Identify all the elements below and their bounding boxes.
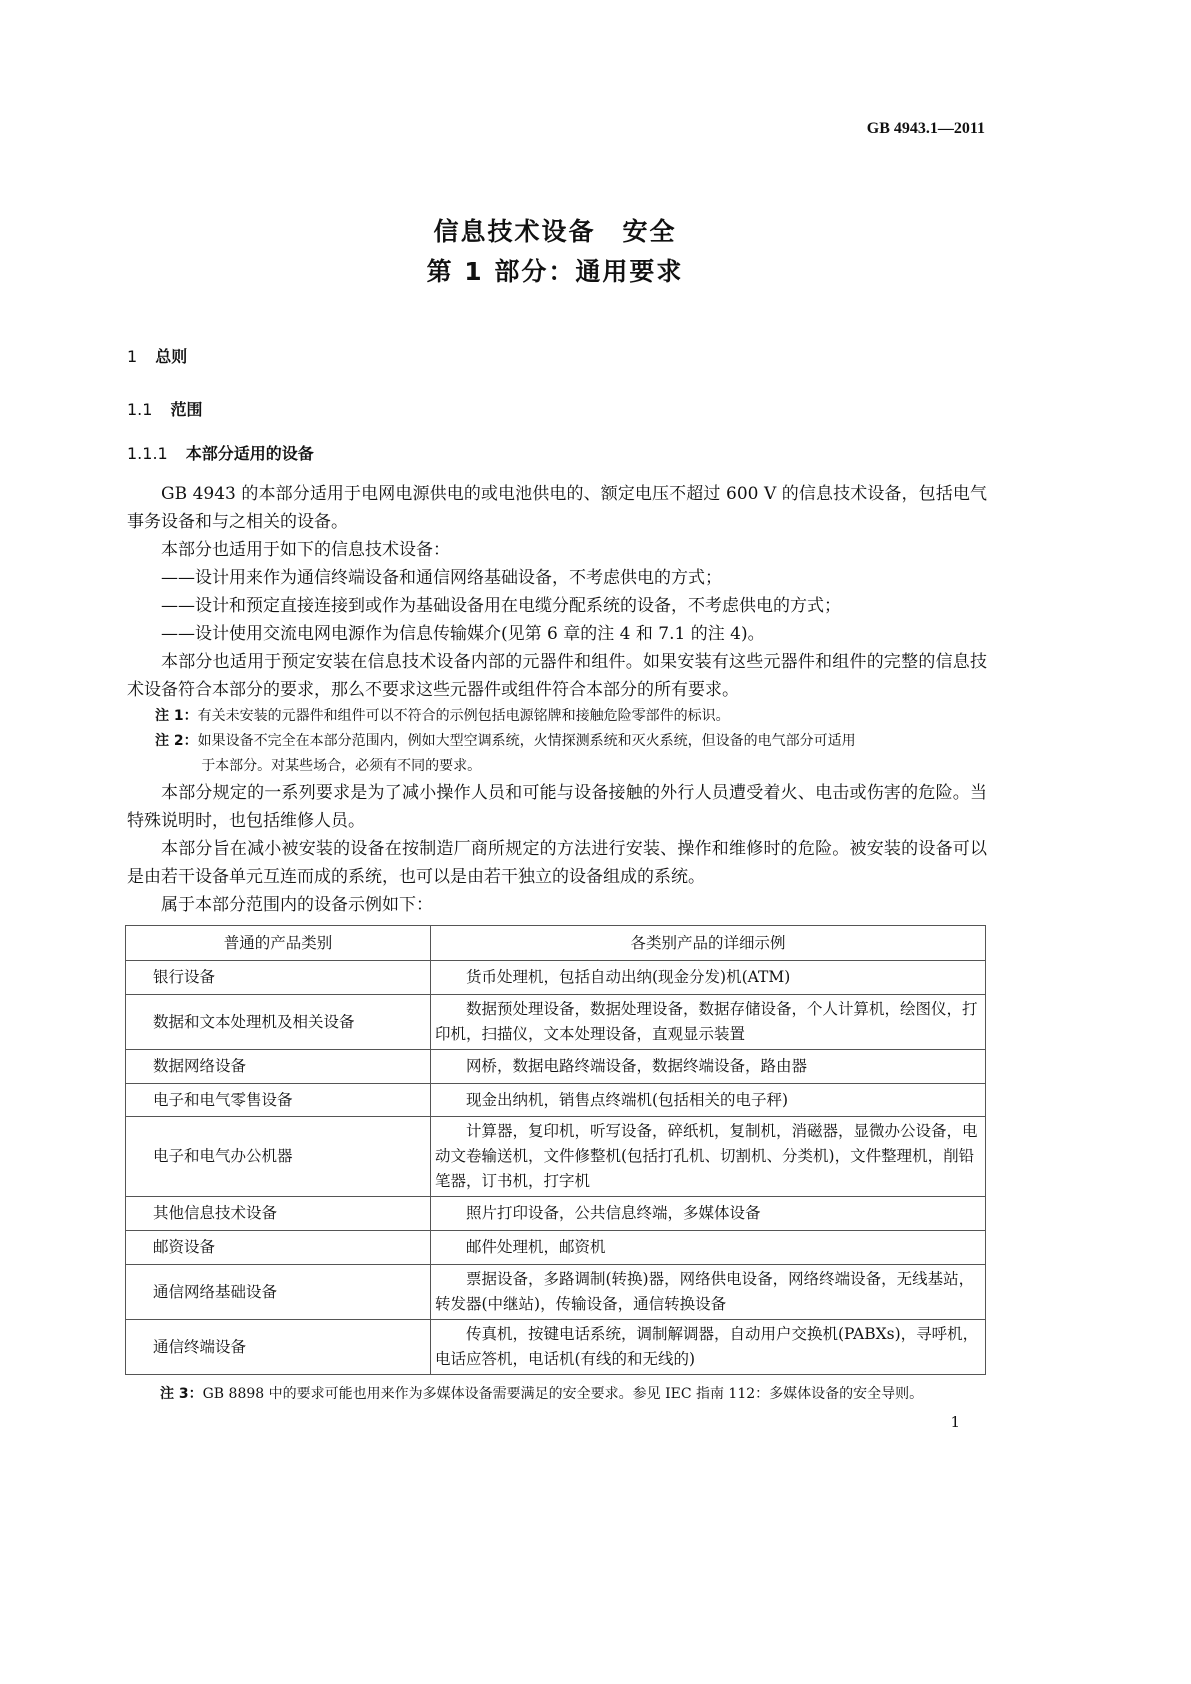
paragraph: 本部分旨在减小被安装的设备在按制造厂商所规定的方法进行安装、操作和维修时的危险。被安装的设备可以是由若干设备单元互连而成的系统，也可以是由若干独立的设备组成的系统。 bbox=[127, 839, 987, 887]
dash-item: ——设计和预定直接连接到或作为基础设备用在电缆分配系统的设备，不考虑供电的方式； bbox=[161, 596, 841, 616]
column-header: 各类别产品的详细示例 bbox=[431, 926, 986, 961]
category-cell: 电子和电气零售设备 bbox=[126, 1084, 431, 1117]
heading-label: 本部分适用的设备 bbox=[185, 444, 314, 463]
heading-number: 1 bbox=[127, 347, 138, 366]
paragraph: GB 4943 的本部分适用于电网电源供电的或电池供电的、额定电压不超过 600 V 的信息技术设备，包括电气事务设备和与之相关的设备。 bbox=[127, 484, 987, 532]
table-row bbox=[126, 1050, 986, 1084]
category-cell: 电子和电气办公机器 bbox=[126, 1117, 431, 1197]
heading-label: 范围 bbox=[170, 400, 203, 419]
heading-number: 1.1.1 bbox=[127, 444, 168, 463]
category-cell: 数据和文本处理机及相关设备 bbox=[126, 995, 431, 1050]
note-1 bbox=[127, 704, 987, 729]
page-number: 1 bbox=[950, 1413, 960, 1431]
table-header-row bbox=[126, 926, 986, 961]
note-label: 注 2： bbox=[155, 733, 198, 749]
heading-1-1-1 bbox=[127, 441, 314, 464]
example-details-cell: 计算器，复印机，听写设备，碎纸机，复制机，消磁器，显微办公设备，电动文卷输送机，文件修整机(包括打孔机、切割机、分类机)，文件整理机，削铅笔器，订书机，打字机 bbox=[431, 1117, 986, 1197]
paragraph: 本部分也适用于预定安装在信息技术设备内部的元器件和组件。如果安装有这些元器件和组件的完整的信息技术设备符合本部分的要求，那么不要求这些元器件或组件符合本部分的所有要求。 bbox=[127, 652, 987, 700]
note-text: GB 8898 中的要求可能也用来作为多媒体设备需要满足的安全要求。参见 IEC 指南 112：多媒体设备的安全导则。 bbox=[202, 1386, 924, 1402]
example-details-cell: 照片打印设备，公共信息终端，多媒体设备 bbox=[431, 1197, 986, 1231]
table-row bbox=[126, 1197, 986, 1231]
category-cell: 通信网络基础设备 bbox=[126, 1265, 431, 1320]
table-row bbox=[126, 1084, 986, 1117]
note-text: 如果设备不完全在本部分范围内，例如大型空调系统，火情探测系统和灭火系统，但设备的电气部分可适用 bbox=[197, 733, 856, 749]
content-flow bbox=[125, 480, 987, 1431]
example-details-cell: 现金出纳机，销售点终端机(包括相关的电子秤) bbox=[431, 1084, 986, 1117]
table-row bbox=[126, 1117, 986, 1197]
heading-number: 1.1 bbox=[127, 400, 153, 419]
heading-label: 总则 bbox=[155, 347, 188, 366]
paragraph: 属于本部分范围内的设备示例如下： bbox=[161, 895, 433, 915]
example-details-cell: 传真机，按键电话系统，调制解调器，自动用户交换机(PABXs)，寻呼机，电话应答机，电话机(有线的和无线的) bbox=[431, 1320, 986, 1375]
category-cell: 其他信息技术设备 bbox=[126, 1197, 431, 1231]
equipment-examples-table bbox=[125, 925, 986, 1375]
title-line-2: 第 1 部分：通用要求 bbox=[426, 257, 684, 286]
note-3 bbox=[125, 1381, 987, 1407]
note-label: 注 3： bbox=[160, 1386, 203, 1402]
example-details-cell: 数据预处理设备，数据处理设备，数据存储设备，个人计算机，绘图仪，打印机，扫描仪，文本处理设备，直观显示装置 bbox=[431, 995, 986, 1050]
title-line-1: 信息技术设备 安全 bbox=[433, 217, 677, 246]
table-row bbox=[126, 961, 986, 995]
dash-item: ——设计使用交流电网电源作为信息传输媒介(见第 6 章的注 4 和 7.1 的注 4)。 bbox=[161, 624, 765, 644]
paragraph: 本部分也适用于如下的信息技术设备： bbox=[161, 540, 450, 560]
example-details-cell: 票据设备，多路调制(转换)器，网络供电设备，网络终端设备，无线基站，转发器(中继站)，传输设备，通信转换设备 bbox=[431, 1265, 986, 1320]
column-header: 普通的产品类别 bbox=[126, 926, 431, 961]
category-cell: 通信终端设备 bbox=[126, 1320, 431, 1375]
standard-number: GB 4943.1—2011 bbox=[866, 120, 985, 137]
heading-1 bbox=[127, 344, 187, 367]
category-cell: 银行设备 bbox=[126, 961, 431, 995]
table-row bbox=[126, 1231, 986, 1265]
note-text: 有关未安装的元器件和组件可以不符合的示例包括电源铭牌和接触危险零部件的标识。 bbox=[197, 708, 730, 724]
example-details-cell: 网桥，数据电路终端设备，数据终端设备，路由器 bbox=[431, 1050, 986, 1084]
heading-1-1 bbox=[127, 397, 202, 420]
category-cell: 数据网络设备 bbox=[126, 1050, 431, 1084]
table-row bbox=[126, 995, 986, 1050]
example-details-cell: 货币处理机，包括自动出纳(现金分发)机(ATM) bbox=[431, 961, 986, 995]
note-label: 注 1： bbox=[155, 708, 198, 724]
body-text bbox=[127, 480, 987, 919]
paragraph: 本部分规定的一系列要求是为了减小操作人员和可能与设备接触的外行人员遭受着火、电击或伤害的危险。当特殊说明时，也包括维修人员。 bbox=[127, 783, 987, 831]
table-row bbox=[126, 1320, 986, 1375]
note-2 bbox=[127, 729, 987, 779]
table-row bbox=[126, 1265, 986, 1320]
category-cell: 邮资设备 bbox=[126, 1231, 431, 1265]
example-details-cell: 邮件处理机，邮资机 bbox=[431, 1231, 986, 1265]
note-text-continued: 于本部分。对某些场合，必须有不同的要求。 bbox=[201, 758, 482, 774]
dash-item: ——设计用来作为通信终端设备和通信网络基础设备，不考虑供电的方式； bbox=[161, 568, 722, 588]
